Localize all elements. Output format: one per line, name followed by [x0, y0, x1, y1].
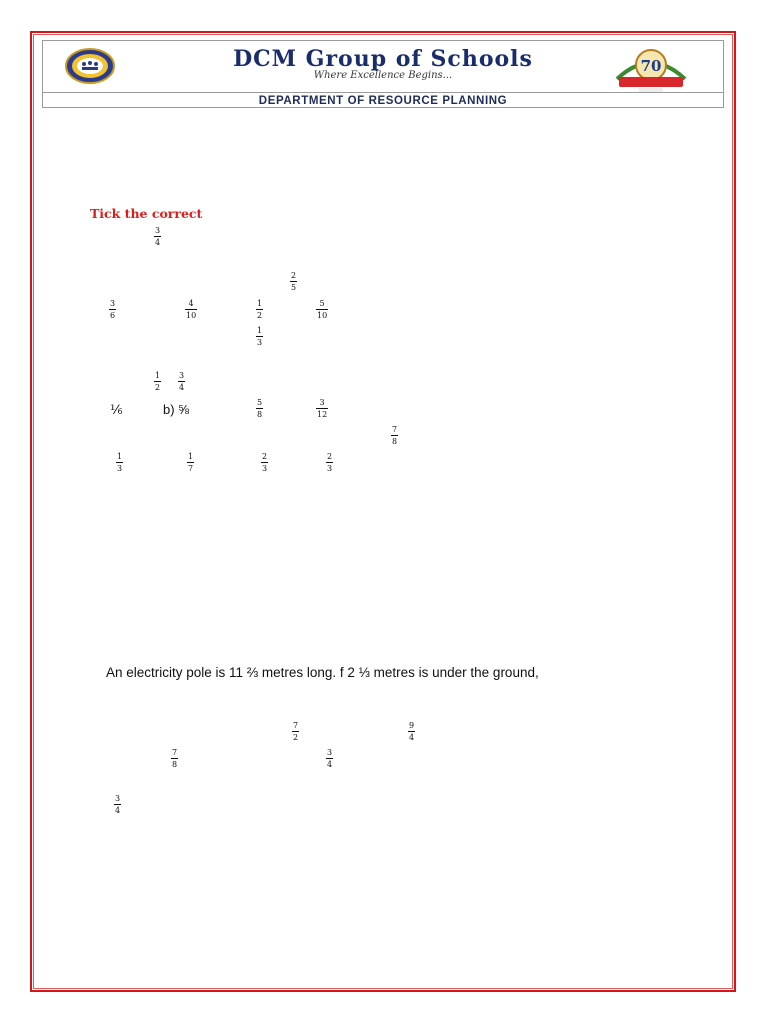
fraction: 2 3: [262, 452, 268, 473]
fraction: 5 10: [317, 299, 328, 320]
fraction: 7 8: [172, 748, 178, 769]
fraction: 3 4: [179, 371, 185, 392]
page-border-inner: [33, 34, 733, 989]
fraction: 1 2: [155, 371, 161, 392]
school-name: DCM Group of Schools: [233, 46, 533, 72]
svg-text:70: 70: [640, 57, 662, 75]
department-title: DEPARTMENT OF RESOURCE PLANNING: [258, 95, 508, 107]
fraction: 3 4: [155, 226, 161, 247]
option-b-text: b) ⅝: [163, 402, 190, 417]
fraction: 5 8: [257, 398, 263, 419]
fraction: 3 4: [115, 794, 121, 815]
fraction: 2 5: [291, 271, 297, 292]
fraction: 3 6: [110, 299, 116, 320]
section-heading: Tick the correct: [90, 206, 203, 221]
fraction: 1 7: [188, 452, 194, 473]
word-problem-text: An electricity pole is 11 ⅔ metres long. f 2 ⅓ metres is under the ground,: [106, 665, 539, 680]
header-divider: [43, 92, 723, 93]
fraction: 3 4: [327, 748, 333, 769]
fraction: 4 10: [186, 299, 197, 320]
fraction: 3 12: [317, 398, 328, 419]
fraction: 2 3: [327, 452, 333, 473]
letterhead: [42, 40, 724, 108]
option-a-text: ⅙: [110, 402, 123, 417]
fraction: 1 3: [117, 452, 123, 473]
fraction: 1 2: [257, 299, 263, 320]
school-tagline: Where Excellence Begins...: [313, 70, 453, 81]
anniversary-badge-icon: [603, 43, 699, 95]
fraction: 7 2: [293, 721, 299, 742]
fraction: 1 3: [257, 326, 263, 347]
fraction: 9 4: [409, 721, 415, 742]
fraction: 7 8: [392, 425, 398, 446]
